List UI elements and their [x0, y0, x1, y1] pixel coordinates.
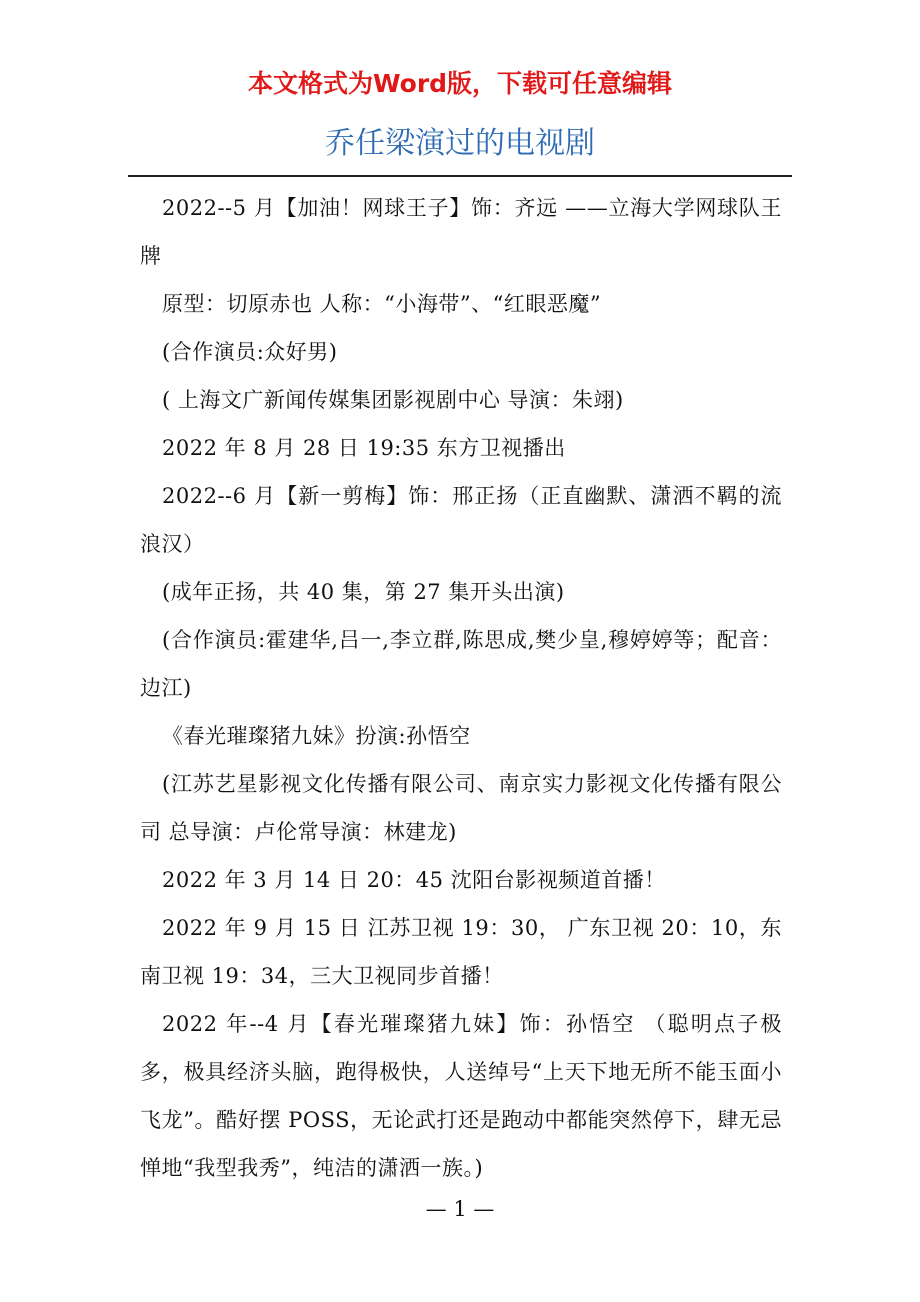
document-body: [140, 184, 782, 1192]
paragraph-producer-1: ( 上海文广新闻传媒集团影视剧中心 导演：朱翊): [162, 388, 624, 412]
editable-format-banner: 本文格式为Word版，下载可任意编辑: [247, 69, 673, 98]
page-number: — 1 —: [425, 1197, 495, 1221]
paragraph-role-sun-wukong: 《春光璀璨猪九妹》扮演:孙悟空: [162, 724, 471, 748]
paragraph-airdate-1: 2022 年 8 月 28 日 19:35 东方卫视播出: [162, 436, 566, 460]
paragraph-prince-of-tennis: 2022--5 月【加油！网球王子】饰：齐远 ——立海大学网球队王牌: [140, 196, 782, 268]
paragraph-prototype: 原型：切原赤也 人称：“小海带”、“红眼恶魔”: [162, 292, 602, 316]
paragraph-character-description: 2022 年--4 月【春光璀璨猪九妹】饰：孙悟空 （聪明点子极多，极具经济头脑，跑得极快，人送绰号“上天下地无所不能玉面小飞龙”。酷好摆 POSS，无论武打还是跑动中都能突然停下，肆无忌惮地“我型我秀”，纯洁的潇洒一族。): [140, 1012, 782, 1180]
paragraph-producer-2: (江苏艺星影视文化传播有限公司、南京实力影视文化传播有限公司 总导演：卢伦常导演：林建龙): [140, 772, 782, 844]
document-title: 乔任梁演过的电视剧: [325, 126, 595, 161]
paragraph-costars-1: (合作演员:众好男): [162, 340, 338, 364]
title-divider: [128, 175, 792, 177]
paragraph-airdate-2: 2022 年 3 月 14 日 20：45 沈阳台影视频道首播！: [162, 868, 666, 892]
paragraph-airdate-3: 2022 年 9 月 15 日 江苏卫视 19：30， 广东卫视 20：10，东南卫视 19：34，三大卫视同步首播！: [140, 916, 782, 988]
paragraph-costars-2: (合作演员:霍建华,吕一,李立群,陈思成,樊少皇,穆婷婷等；配音：边江): [140, 628, 782, 700]
paragraph-episodes: (成年正扬，共 40 集，第 27 集开头出演): [162, 580, 565, 604]
paragraph-new-plum-blossom: 2022--6 月【新一剪梅】饰：邢正扬（正直幽默、潇洒不羁的流浪汉）: [140, 484, 782, 556]
